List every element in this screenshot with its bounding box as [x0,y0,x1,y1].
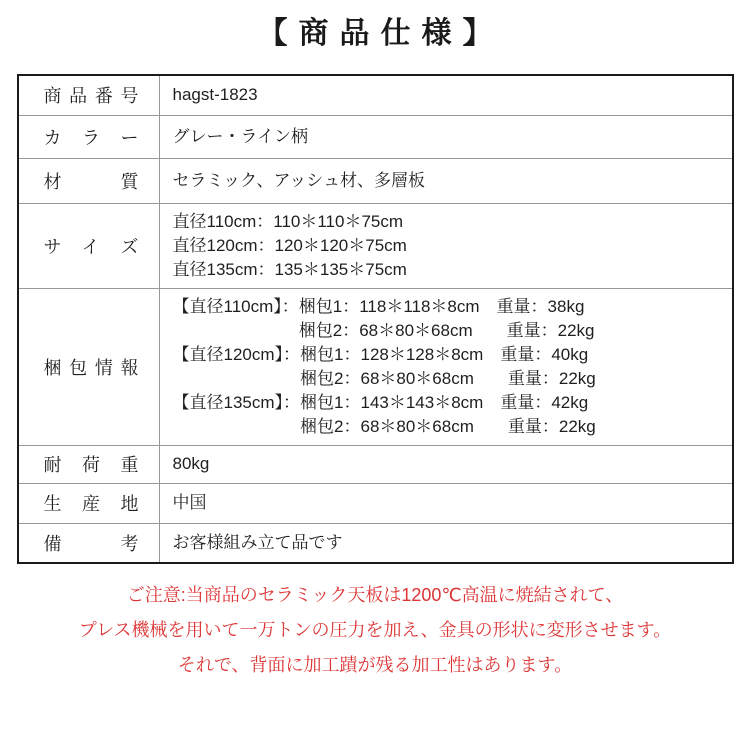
row-label-cell [18,203,160,288]
row-label-item-number: 商品番号 [43,86,139,107]
pack-prefix: 【直径135cm】： [172,392,301,412]
pack-line: 梱包2：68＊80＊68cm 重量：22kg [298,320,595,340]
pack-group-110 [173,295,722,343]
spec-table [17,74,734,564]
pack-prefix: 【直径110cm】： [172,296,299,316]
product-spec-page [0,8,750,750]
notice-line: ご注意:当商品のセラミック天板は1200℃高温に焼結されて、 [126,585,624,605]
table-row-size [18,203,733,288]
row-label-cell [18,75,160,115]
size-line: 直径110cm：110＊110＊75cm [172,211,404,231]
table-row-color [18,115,733,158]
pack-line: 梱包1：143＊143＊8cm 重量：42kg [300,392,589,412]
row-label-cell [18,523,160,563]
row-value-color: グレー・ライン柄 [159,115,733,158]
notice-block [0,578,750,683]
row-label-load-capacity: 耐荷重 [43,455,139,475]
table-row-load-capacity [18,445,733,483]
table-row-packing [18,288,733,445]
row-label-notes: 備考 [43,533,139,554]
table-row-notes [18,523,733,563]
table-row-material [18,158,733,203]
row-label-cell [18,445,160,483]
size-line: 直径120cm：120＊120＊75cm [172,235,407,255]
row-value-notes: お客様組み立て品です [159,523,733,563]
row-label-cell [18,158,160,203]
pack-group-135 [173,391,722,439]
page-title: 【商品仕様】 [257,17,504,50]
row-value-size [159,203,733,288]
notice-line: プレス機械を用いて一万トンの圧力を加え、金具の形状に変形させます。 [78,620,672,640]
row-value-material: セラミック、アッシュ材、多層板 [159,158,733,203]
pack-prefix: 【直径120cm】： [172,344,301,364]
size-line: 直径135cm：135＊135＊75cm [172,259,407,279]
row-label-size: サイズ [43,236,139,257]
row-label-color: カラー [43,127,139,148]
row-label-material: 材質 [43,171,139,192]
pack-line: 梱包1：128＊128＊8cm 重量：40kg [300,344,589,364]
row-label-origin: 生産地 [43,494,139,514]
row-label-cell [18,288,160,445]
row-label-cell [18,483,160,523]
row-value-load-capacity: 80kg [159,445,733,483]
row-label-packing: 梱包情報 [43,357,139,378]
table-row-origin [18,483,733,523]
row-value-origin: 中国 [159,483,733,523]
table-row-item-number [18,75,733,115]
notice-line: それで、背面に加工蹟が残る加工性はあります。 [177,655,573,675]
pack-group-120 [173,343,722,391]
row-label-cell [18,115,160,158]
row-value-item-number: hagst-1823 [159,75,733,115]
pack-line: 梱包2：68＊80＊68cm 重量：22kg [300,416,596,436]
pack-line: 梱包1：118＊118＊8cm 重量：38kg [298,296,585,316]
row-value-packing [159,288,733,445]
pack-line: 梱包2：68＊80＊68cm 重量：22kg [300,368,596,388]
